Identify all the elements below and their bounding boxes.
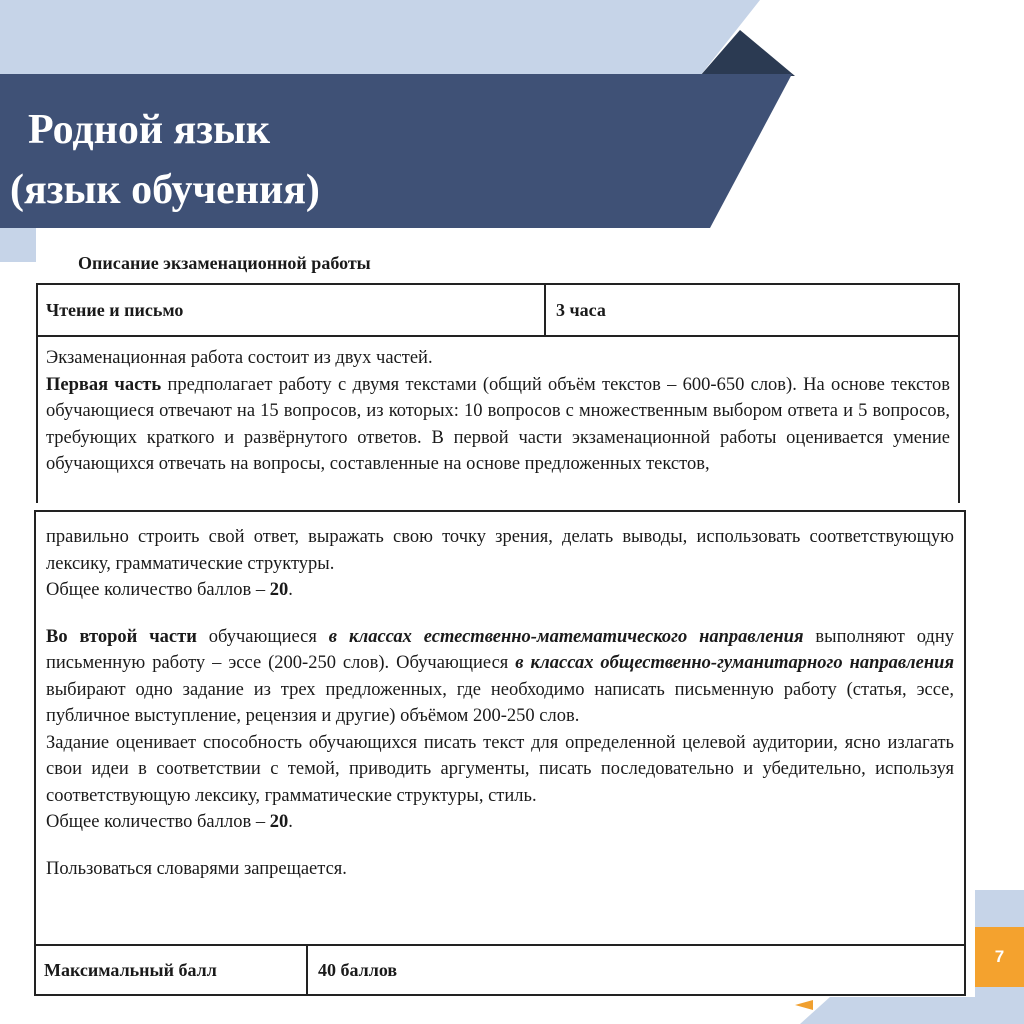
exam-table-top	[36, 283, 960, 503]
part2-emphasis-humanities: в классах общественно-гуманитарного направления	[515, 653, 954, 673]
slide-title-line1: Родной язык	[28, 107, 271, 153]
duration-cell: 3 часа	[556, 299, 606, 320]
intro-text: Экзаменационная работа состоит из двух частей.	[46, 348, 433, 368]
decor-light-band	[0, 0, 760, 76]
page-number-badge: 7	[975, 927, 1024, 987]
document-heading: Описание экзаменационной работы	[78, 253, 371, 273]
slide-title	[10, 100, 320, 220]
subject-cell: Чтение и письмо	[38, 285, 546, 335]
part1-text: предполагает работу с двумя текстами (общий объём текстов – 600-650 слов). На основе текстов обучающиеся отвечают на 15 вопросов, из которых: 10 вопросов с множественным выбором ответа и 5 вопросов, требующих краткого и развёрнутого ответов. В первой части экзаменационной работы оценивается умение обучающихся отвечать на вопросы, составленные на основе предложенных текстов,	[46, 374, 950, 474]
part2-text-a: обучающиеся	[196, 626, 329, 647]
part2-emphasis-science: в классах естественно-математического направления	[328, 626, 804, 647]
slide-title-line2: (язык обучения)	[10, 167, 320, 213]
part1-continuation: правильно строить свой ответ, выражать свою точку зрения, делать выводы, использовать соответствующую лексику, грамматические структуры.	[46, 527, 954, 574]
part2-score: 20	[269, 812, 289, 832]
part1-score-line: Общее количество баллов – 20.	[46, 580, 293, 600]
dictionary-note: Пользоваться словарями запрещается.	[46, 858, 347, 879]
part2-description	[36, 512, 964, 882]
decor-left-strip	[0, 228, 36, 262]
part2-score-text: Общее количество баллов –	[46, 812, 270, 832]
part1-description	[38, 337, 958, 478]
part1-score-text: Общее количество баллов –	[46, 580, 270, 600]
table-header-row	[38, 285, 958, 337]
part2-text-b: выполняют одну письменную работу – эссе (200-250 слов). Обучающиеся	[46, 626, 954, 673]
part2-label: Во второй части	[46, 626, 197, 647]
exam-table-bottom	[34, 510, 966, 996]
decor-orange-accent	[795, 1000, 813, 1010]
part2-assessment: Задание оценивает способность обучающихся писать текст для определенной целевой аудитории, ясно излагать свои идеи в соответствии с темой, приводить аргументы, писать последовательно и убедительно, используя соответствующую лексику, грамматические структуры, стиль.	[46, 732, 954, 806]
part2-paragraph	[46, 624, 954, 730]
part1-label: Первая часть	[46, 374, 162, 395]
decor-bottom-strip	[800, 997, 1024, 1024]
part1-score: 20	[269, 580, 289, 600]
max-score-value: 40 баллов	[318, 959, 398, 980]
part2-text-c: выбирают одно задание из трех предложенных, где необходимо написать письменную работу (статья, эссе, публичное выступление, рецензия и другие) объёмом 200-250 слов.	[46, 679, 954, 726]
max-score-row	[36, 944, 964, 994]
part2-score-line: Общее количество баллов – 20.	[46, 812, 293, 832]
max-score-label: Максимальный балл	[36, 946, 308, 994]
